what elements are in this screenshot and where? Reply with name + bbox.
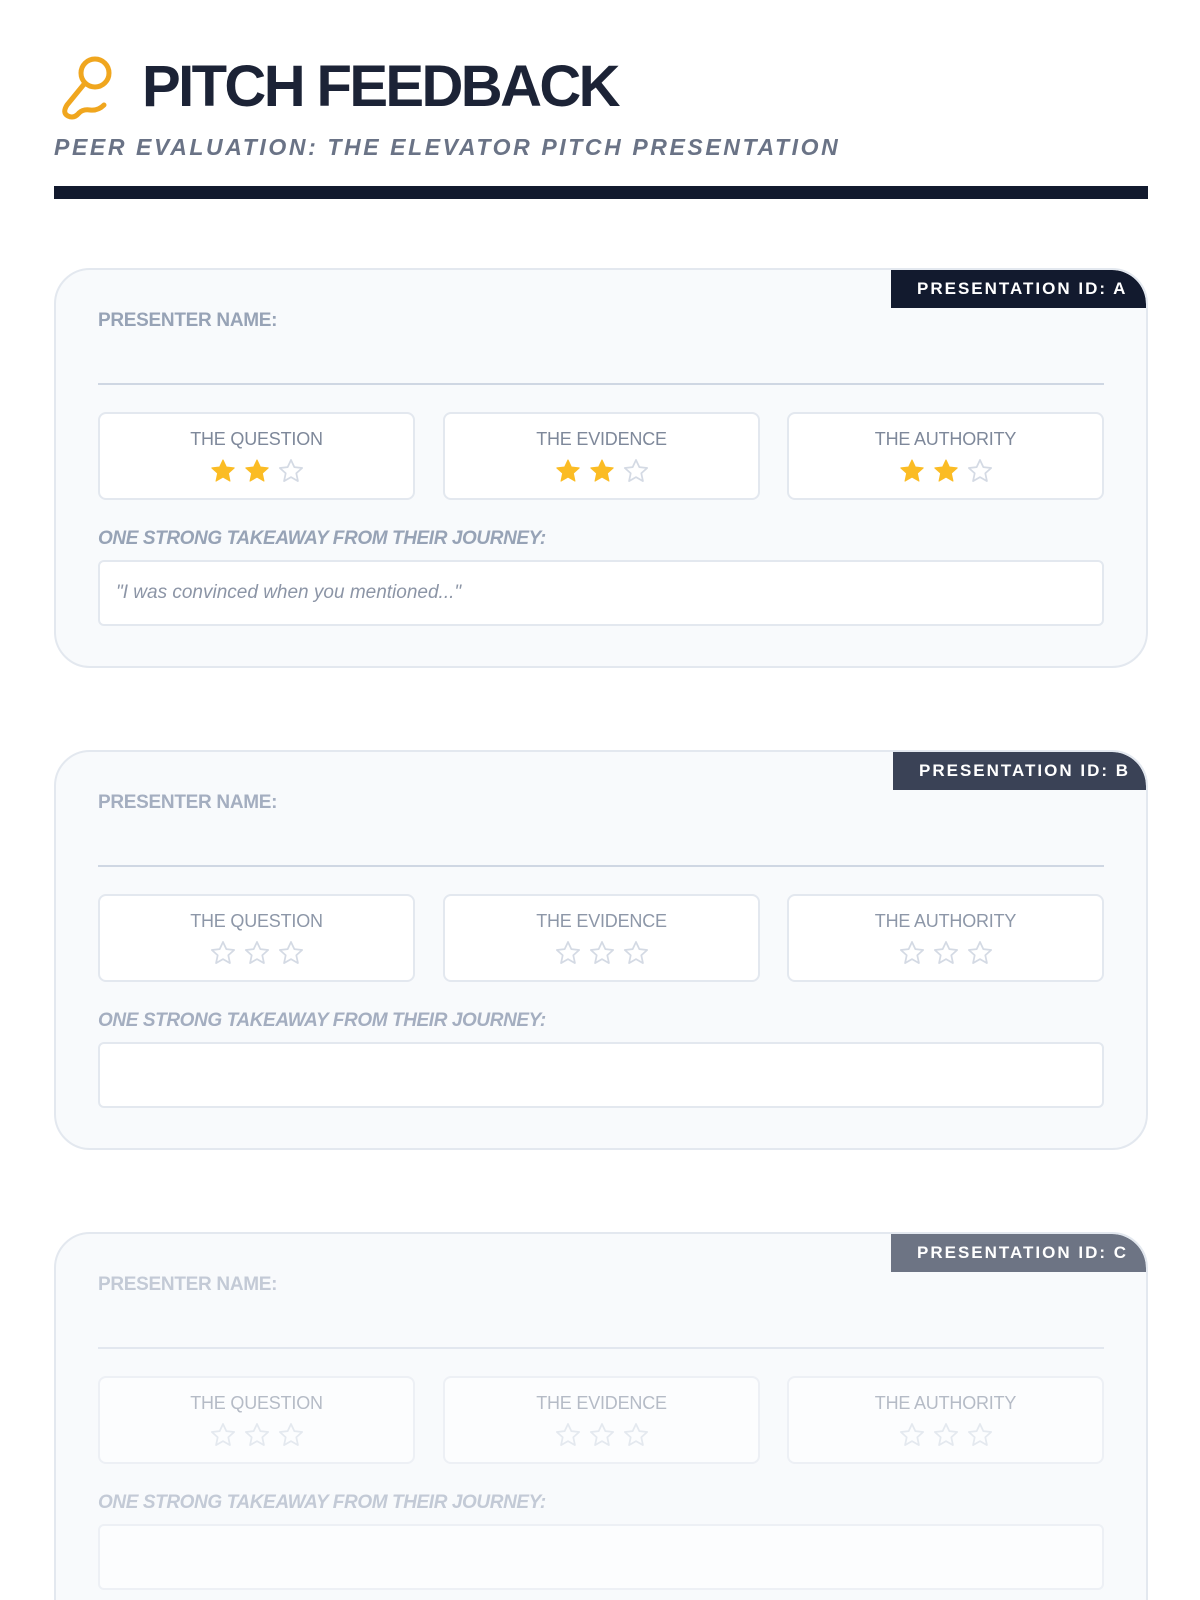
presentation-card-c — [54, 1232, 1148, 1600]
criterion-label: THE AUTHORITY — [874, 429, 1017, 449]
criterion-label: THE EVIDENCE — [536, 911, 667, 931]
criterion-label: THE QUESTION — [190, 1393, 323, 1413]
star-empty-icon[interactable] — [210, 1422, 236, 1448]
star-rating[interactable] — [789, 1422, 1102, 1448]
presenter-name-field[interactable] — [98, 865, 1104, 867]
star-filled-icon[interactable] — [244, 458, 270, 484]
criterion-question — [98, 412, 415, 500]
page-subtitle: PEER EVALUATION: THE ELEVATOR PITCH PRESENTATION — [54, 134, 841, 160]
star-empty-icon[interactable] — [278, 1422, 304, 1448]
takeaway-input[interactable] — [98, 1042, 1104, 1108]
star-empty-icon[interactable] — [623, 1422, 649, 1448]
presentation-card-a — [54, 268, 1148, 668]
star-empty-icon[interactable] — [278, 458, 304, 484]
criterion-authority — [787, 1376, 1104, 1464]
presenter-name-field[interactable] — [98, 1347, 1104, 1349]
star-empty-icon[interactable] — [623, 940, 649, 966]
star-rating[interactable] — [789, 458, 1102, 484]
star-filled-icon[interactable] — [210, 458, 236, 484]
star-rating[interactable] — [445, 1422, 758, 1448]
star-empty-icon[interactable] — [210, 940, 236, 966]
criterion-label: THE EVIDENCE — [536, 429, 667, 449]
criterion-evidence — [443, 1376, 760, 1464]
criterion-authority — [787, 412, 1104, 500]
criteria-row — [98, 1376, 1104, 1464]
criterion-question — [98, 1376, 415, 1464]
page-header — [54, 52, 1148, 161]
star-filled-icon[interactable] — [899, 458, 925, 484]
star-filled-icon[interactable] — [589, 458, 615, 484]
header-divider — [54, 186, 1148, 199]
star-empty-icon[interactable] — [899, 940, 925, 966]
presenter-name-label: PRESENTER NAME: — [98, 310, 278, 331]
page-title: PITCH FEEDBACK — [142, 54, 618, 119]
star-empty-icon[interactable] — [933, 1422, 959, 1448]
star-rating[interactable] — [100, 1422, 413, 1448]
criterion-label: THE AUTHORITY — [874, 1393, 1017, 1413]
star-empty-icon[interactable] — [244, 1422, 270, 1448]
criterion-label: THE QUESTION — [190, 911, 323, 931]
presenter-name-label: PRESENTER NAME: — [98, 1274, 278, 1295]
takeaway-label: ONE STRONG TAKEAWAY FROM THEIR JOURNEY: — [98, 528, 546, 549]
criterion-authority — [787, 894, 1104, 982]
star-empty-icon[interactable] — [278, 940, 304, 966]
star-rating[interactable] — [445, 458, 758, 484]
criterion-label: THE EVIDENCE — [536, 1393, 667, 1413]
presenter-name-field[interactable] — [98, 383, 1104, 385]
criterion-label: THE AUTHORITY — [874, 911, 1017, 931]
star-empty-icon[interactable] — [933, 940, 959, 966]
star-empty-icon[interactable] — [555, 940, 581, 966]
star-empty-icon[interactable] — [589, 1422, 615, 1448]
criterion-label: THE QUESTION — [190, 429, 323, 449]
presentation-id-tag: PRESENTATION ID: B — [893, 752, 1146, 790]
title-row — [54, 52, 1148, 122]
takeaway-input[interactable] — [98, 1524, 1104, 1590]
presentation-card-b — [54, 750, 1148, 1150]
presenter-name-label: PRESENTER NAME: — [98, 792, 278, 813]
star-empty-icon[interactable] — [589, 940, 615, 966]
criterion-evidence — [443, 412, 760, 500]
star-rating[interactable] — [100, 940, 413, 966]
star-empty-icon[interactable] — [244, 940, 270, 966]
star-empty-icon[interactable] — [555, 1422, 581, 1448]
star-empty-icon[interactable] — [967, 940, 993, 966]
microphone-icon — [54, 53, 116, 121]
star-empty-icon[interactable] — [967, 1422, 993, 1448]
star-empty-icon[interactable] — [899, 1422, 925, 1448]
star-filled-icon[interactable] — [933, 458, 959, 484]
criterion-question — [98, 894, 415, 982]
criteria-row — [98, 412, 1104, 500]
star-empty-icon[interactable] — [967, 458, 993, 484]
star-rating[interactable] — [789, 940, 1102, 966]
star-filled-icon[interactable] — [555, 458, 581, 484]
presentation-id-tag: PRESENTATION ID: C — [891, 1234, 1146, 1272]
star-rating[interactable] — [100, 458, 413, 484]
takeaway-label: ONE STRONG TAKEAWAY FROM THEIR JOURNEY: — [98, 1492, 546, 1513]
star-rating[interactable] — [445, 940, 758, 966]
takeaway-input[interactable] — [98, 560, 1104, 626]
presentation-id-tag: PRESENTATION ID: A — [891, 270, 1146, 308]
star-empty-icon[interactable] — [623, 458, 649, 484]
criteria-row — [98, 894, 1104, 982]
takeaway-label: ONE STRONG TAKEAWAY FROM THEIR JOURNEY: — [98, 1010, 546, 1031]
criterion-evidence — [443, 894, 760, 982]
